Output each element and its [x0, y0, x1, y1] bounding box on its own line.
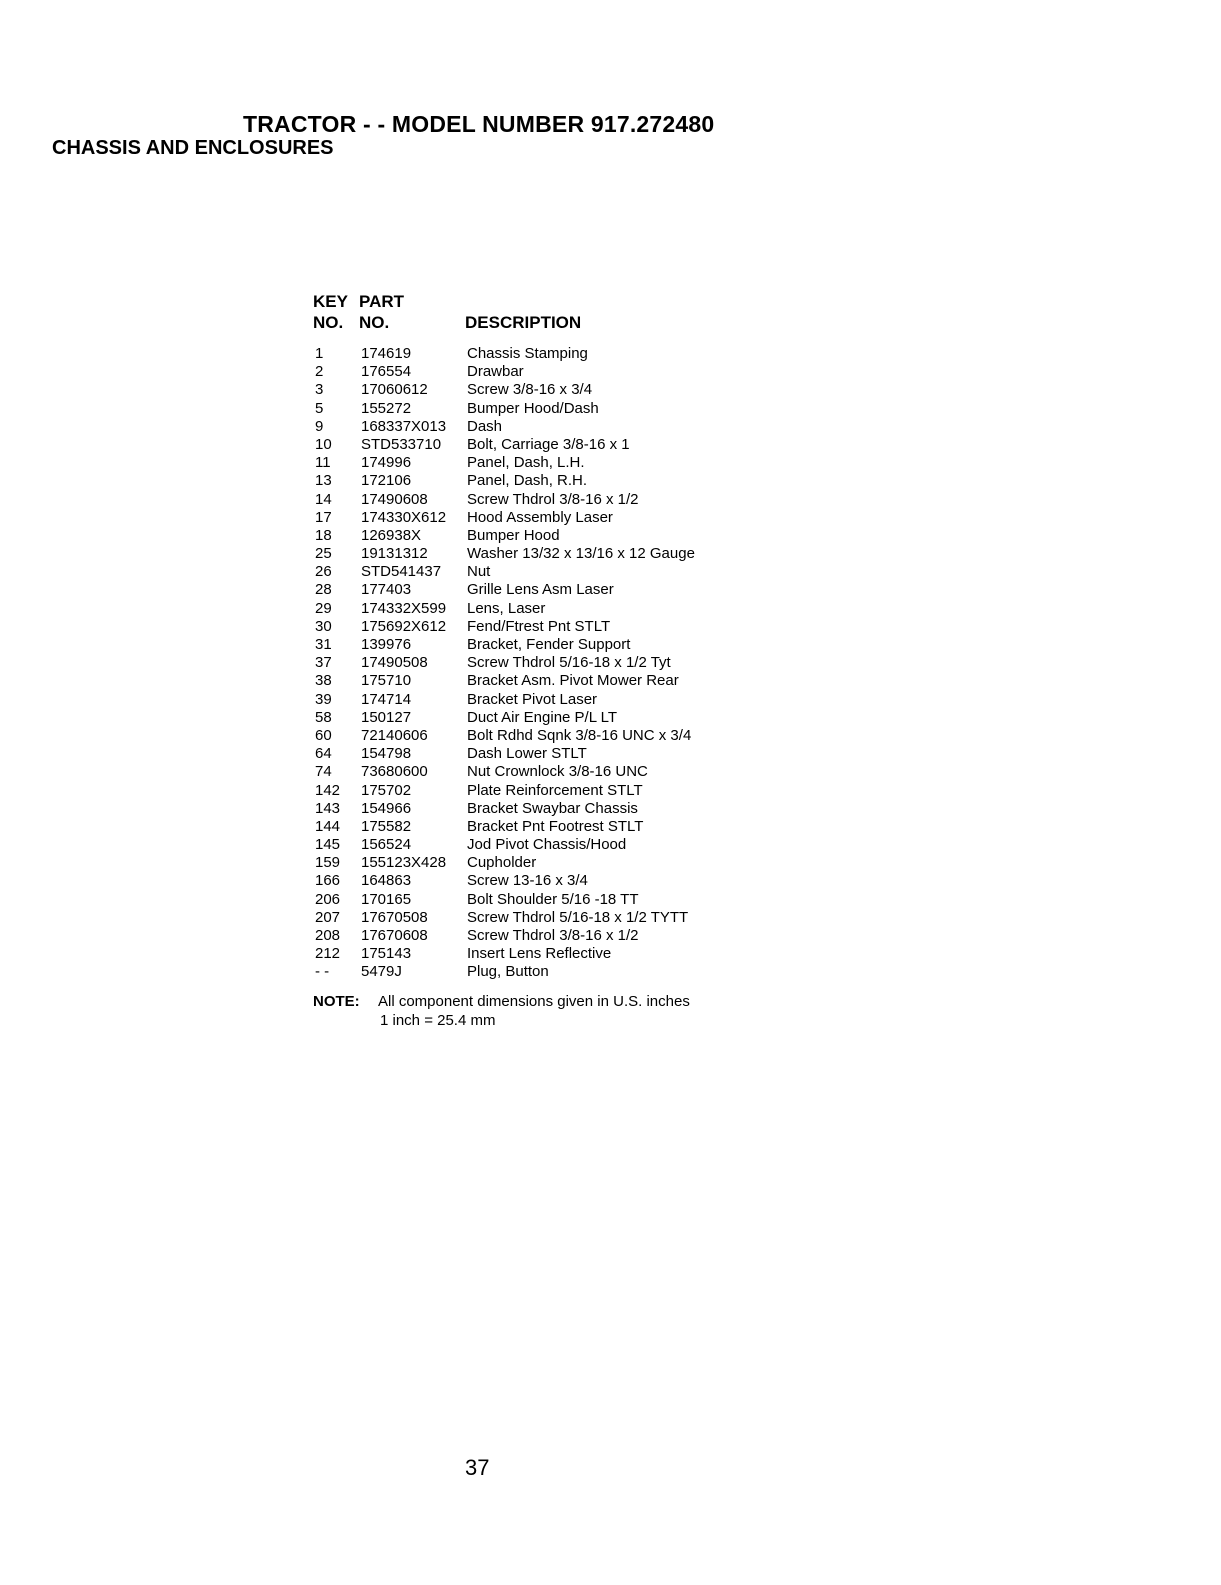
key-number: 31: [315, 636, 332, 653]
part-column-header-top: PART: [359, 292, 405, 311]
part-number: 175702: [361, 781, 412, 799]
part-description: Duct Air Engine P/L LT: [467, 708, 618, 726]
part-number: 17490508: [361, 654, 428, 672]
description-column-header: DESCRIPTION: [465, 313, 582, 332]
part-number: 156524: [361, 836, 412, 854]
part-number: 174996: [361, 454, 412, 472]
part-description: Grille Lens Asm Laser: [467, 581, 614, 599]
table-row: [315, 945, 755, 963]
part-description: Panel, Dash, L.H.: [467, 454, 585, 472]
part-description: Bolt, Carriage 3/8-16 x 1: [467, 435, 630, 453]
part-description: Bumper Hood/Dash: [467, 399, 599, 417]
page-number: 37: [465, 1455, 490, 1480]
table-row: [315, 563, 755, 581]
part-description: Bolt Shoulder 5/16 -18 TT: [467, 890, 639, 908]
part-description: Panel, Dash, R.H.: [467, 472, 588, 490]
part-number: STD533710: [361, 435, 442, 453]
key-number: 142: [315, 781, 341, 799]
key-number: - -: [315, 963, 330, 981]
table-row: [315, 691, 755, 709]
key-column-header-top: KEY: [313, 292, 348, 311]
key-number: 3: [315, 381, 324, 399]
note-label: NOTE:: [313, 993, 360, 1010]
part-description: Bracket, Fender Support: [467, 636, 631, 653]
table-row: [315, 872, 755, 890]
part-number: 5479J: [361, 963, 402, 981]
table-row: [315, 763, 755, 781]
parts-list: [315, 345, 755, 982]
table-row: [315, 400, 755, 418]
table-row: [315, 654, 755, 672]
table-row: [315, 472, 755, 490]
part-number: 175692X612: [361, 617, 447, 635]
part-number: 174330X612: [361, 508, 447, 526]
part-number: 139976: [361, 636, 412, 653]
key-number: 9: [315, 417, 324, 435]
part-description: Screw Thdrol 3/8-16 x 1/2: [467, 490, 639, 508]
page-title: TRACTOR - - MODEL NUMBER 917.272480: [243, 111, 715, 137]
part-number: 154798: [361, 745, 412, 763]
key-column-header-bottom: NO.: [313, 313, 344, 332]
key-number: 143: [315, 799, 341, 817]
part-number: 175582: [361, 817, 412, 835]
table-row: [315, 363, 755, 381]
table-row: [315, 909, 755, 927]
table-row: [315, 927, 755, 945]
key-number: 37: [315, 654, 332, 672]
note-conversion: 1 inch = 25.4 mm: [380, 1012, 496, 1029]
key-number: 208: [315, 927, 341, 944]
part-number: 19131312: [361, 545, 428, 563]
table-row: [315, 745, 755, 763]
part-description: Bracket Asm. Pivot Mower Rear: [467, 672, 679, 690]
part-description: Bracket Swaybar Chassis: [467, 799, 638, 817]
table-row: [315, 545, 755, 563]
part-description: Screw 13-16 x 3/4: [467, 872, 588, 890]
key-number: 60: [315, 726, 332, 744]
table-row: [315, 709, 755, 727]
table-row: [315, 509, 755, 527]
table-row: [315, 381, 755, 399]
part-description: Hood Assembly Laser: [467, 508, 613, 526]
key-number: 10: [315, 435, 332, 453]
table-row: [315, 527, 755, 545]
part-description: Nut Crownlock 3/8-16 UNC: [467, 763, 648, 781]
part-number: 177403: [361, 581, 412, 599]
key-number: 144: [315, 817, 341, 835]
key-number: 11: [315, 454, 331, 472]
key-number: 166: [315, 872, 341, 890]
part-number: 126938X: [361, 526, 422, 544]
part-description: Cupholder: [467, 854, 537, 872]
key-number: 30: [315, 617, 332, 635]
key-number: 17: [315, 508, 332, 526]
key-number: 159: [315, 854, 341, 872]
part-column-header-bottom: NO.: [359, 313, 390, 332]
key-number: 25: [315, 545, 332, 563]
part-number: 172106: [361, 472, 412, 490]
part-description: Plug, Button: [467, 963, 549, 981]
key-number: 212: [315, 945, 341, 963]
key-number: 38: [315, 672, 332, 690]
part-description: Screw Thdrol 5/16-18 x 1/2 TYTT: [467, 908, 689, 926]
table-row: [315, 418, 755, 436]
part-number: 174619: [361, 345, 412, 362]
part-description: Bracket Pnt Footrest STLT: [467, 817, 644, 835]
part-description: Washer 13/32 x 13/16 x 12 Gauge: [467, 545, 695, 563]
part-number: 154966: [361, 799, 412, 817]
table-row: [315, 491, 755, 509]
table-row: [315, 818, 755, 836]
table-row: [315, 836, 755, 854]
key-number: 2: [315, 363, 324, 381]
part-description: Lens, Laser: [467, 599, 546, 617]
part-description: Dash Lower STLT: [467, 745, 587, 763]
part-number: 17670508: [361, 908, 428, 926]
table-row: [315, 600, 755, 618]
table-row: [315, 963, 755, 981]
table-row: [315, 618, 755, 636]
key-number: 28: [315, 581, 332, 599]
table-row: [315, 436, 755, 454]
key-number: 18: [315, 526, 332, 544]
part-description: Nut: [467, 563, 491, 581]
table-row: [315, 454, 755, 472]
part-description: Fend/Ftrest Pnt STLT: [467, 617, 611, 635]
section-title: CHASSIS AND ENCLOSURES: [52, 137, 334, 159]
key-number: 145: [315, 836, 341, 854]
key-number: 64: [315, 745, 332, 763]
part-number: 164863: [361, 872, 412, 890]
part-description: Bumper Hood: [467, 526, 560, 544]
table-row: [315, 800, 755, 818]
key-number: 26: [315, 563, 332, 581]
part-description: Jod Pivot Chassis/Hood: [467, 836, 627, 854]
key-number: 207: [315, 908, 341, 926]
table-row: [315, 727, 755, 745]
key-number: 13: [315, 472, 332, 490]
part-number: 174714: [361, 690, 412, 708]
key-number: 29: [315, 599, 332, 617]
part-number: 155123X428: [361, 854, 447, 872]
part-description: Screw 3/8-16 x 3/4: [467, 381, 593, 399]
key-number: 206: [315, 890, 341, 908]
table-row: [315, 672, 755, 690]
part-number: 17490608: [361, 490, 428, 508]
part-number: 17060612: [361, 381, 428, 399]
part-number: 174332X599: [361, 599, 447, 617]
table-row: [315, 636, 755, 654]
part-number: 17670608: [361, 927, 428, 944]
part-description: Plate Reinforcement STLT: [467, 781, 643, 799]
key-number: 74: [315, 763, 332, 781]
part-description: Dash: [467, 417, 503, 435]
part-description: Chassis Stamping: [467, 345, 588, 362]
table-row: [315, 891, 755, 909]
key-number: 39: [315, 690, 332, 708]
part-description: Bracket Pivot Laser: [467, 690, 598, 708]
note-text: All component dimensions given in U.S. inches: [378, 993, 690, 1010]
table-row: [315, 581, 755, 599]
part-number: 175143: [361, 945, 412, 963]
part-number: 72140606: [361, 726, 428, 744]
key-number: 1: [315, 345, 324, 362]
part-number: 168337X013: [361, 417, 447, 435]
part-description: Screw Thdrol 5/16-18 x 1/2 Tyt: [467, 654, 671, 672]
part-description: Insert Lens Reflective: [467, 945, 612, 963]
part-number: STD541437: [361, 563, 442, 581]
part-number: 170165: [361, 890, 412, 908]
key-number: 58: [315, 708, 332, 726]
part-number: 150127: [361, 708, 412, 726]
part-description: Bolt Rdhd Sqnk 3/8-16 UNC x 3/4: [467, 726, 692, 744]
part-description: Screw Thdrol 3/8-16 x 1/2: [467, 927, 639, 944]
part-description: Drawbar: [467, 363, 524, 381]
key-number: 5: [315, 399, 324, 417]
table-row: [315, 345, 755, 363]
part-number: 176554: [361, 363, 412, 381]
table-row: [315, 854, 755, 872]
table-row: [315, 782, 755, 800]
part-number: 73680600: [361, 763, 428, 781]
part-number: 175710: [361, 672, 412, 690]
key-number: 14: [315, 490, 332, 508]
part-number: 155272: [361, 399, 412, 417]
